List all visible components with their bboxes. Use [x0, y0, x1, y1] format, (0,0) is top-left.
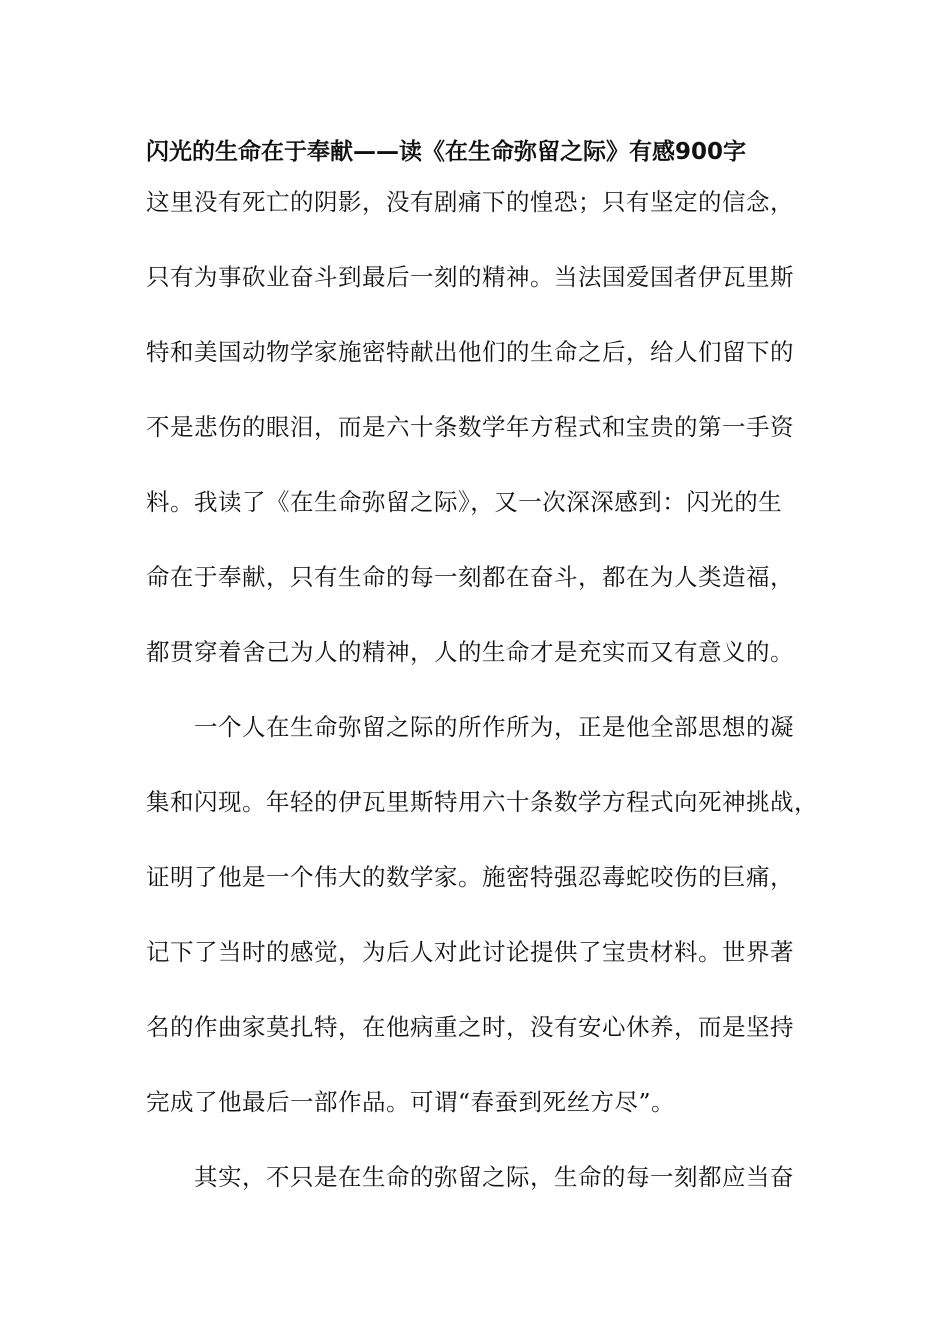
paragraph-line: 其实，不只是在生命的弥留之际，生命的每一刻都应当奋	[146, 1163, 794, 1191]
paragraph-line: 这里没有死亡的阴影，没有剧痛下的惶恐；只有坚定的信念，	[146, 188, 794, 216]
paragraph-line: 集和闪现。年轻的伊瓦里斯特用六十条数学方程式向死神挑战，	[146, 788, 818, 816]
paragraph-line: 料。我读了《在生命弥留之际》，又一次深深感到：闪光的生	[146, 488, 783, 516]
paragraph-line: 特和美国动物学家施密特献出他们的生命之后，给人们留下的	[146, 338, 794, 366]
paragraph-line: 都贯穿着舍己为人的精神，人的生命才是充实而又有意义的。	[146, 638, 794, 666]
paragraph-line: 只有为事砍业奋斗到最后一刻的精神。当法国爱国者伊瓦里斯	[146, 263, 794, 291]
document-title: 闪光的生命在于奉献——读《在生命弥留之际》有感900字	[146, 139, 747, 165]
paragraph-line: 证明了他是一个伟大的数学家。施密特强忍毒蛇咬伤的巨痛，	[146, 863, 794, 891]
paragraph-line: 一个人在生命弥留之际的所作所为，正是他全部思想的凝	[146, 713, 794, 741]
paragraph-line: 记下了当时的感觉，为后人对此讨论提供了宝贵材料。世界著	[146, 938, 794, 966]
paragraph-line: 名的作曲家莫扎特，在他病重之时，没有安心休养，而是坚持	[146, 1013, 794, 1041]
paragraph-line: 完成了他最后一部作品。可谓“春蚕到死丝方尽”。	[146, 1088, 676, 1116]
paragraph-line: 不是悲伤的眼泪，而是六十条数学年方程式和宝贵的第一手资	[146, 413, 794, 441]
paragraph-line: 命在于奉献，只有生命的每一刻都在奋斗，都在为人类造福，	[146, 563, 794, 591]
